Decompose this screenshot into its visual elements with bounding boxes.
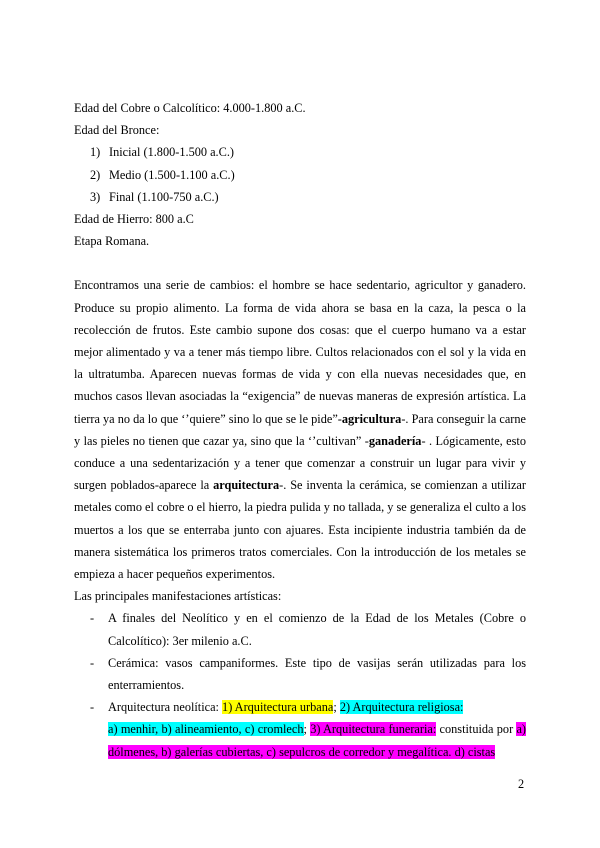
item-text: ;	[303, 722, 311, 737]
manifestacion-item	[74, 652, 526, 696]
period-bronce: Edad del Bronce:	[74, 123, 160, 138]
paragraph-text: -. Para conseguir la carne y las pieles no tienen que cazar ya, sino que la ‘’cultivan” -	[74, 411, 526, 448]
manifestacion-item	[74, 696, 526, 763]
manifestaciones-heading: Las principales manifestaciones artísticas:	[74, 589, 282, 604]
bold-term-ganaderia: ganadería	[368, 433, 422, 448]
item-text: ;	[333, 700, 340, 715]
item-text: constituida por	[436, 722, 517, 737]
manifestacion-item	[74, 607, 526, 651]
dash-bullet: -	[90, 700, 95, 715]
phase-number: 1)	[90, 145, 101, 160]
page-content	[74, 97, 526, 763]
item-text: Arquitectura neolítica:	[108, 700, 223, 715]
dash-bullet: -	[90, 611, 95, 626]
highlight-funeraria: 3) Arquitectura funeraria:	[310, 722, 437, 737]
bronce-phase-item	[74, 186, 526, 208]
phase-text: Medio (1.500-1.100 a.C.)	[109, 167, 235, 182]
manifestaciones-list	[74, 607, 526, 762]
bronce-phase-item	[74, 164, 526, 186]
blank-line	[74, 252, 526, 274]
paragraph-text: -. Se inventa la cerámica, se comienzan a utilizar metales como el cobre o el hierro, la piedra pulida y no tallada, y se generaliza el culto a los muertos a los que se enterraba junto con ajuares. Esta incipiente industria también da de manera sistemática los primeros tratos comerciales. Con la introducción de los metales se empieza a hacer pequeños experimentos.	[74, 478, 526, 582]
phase-text: Inicial (1.800-1.500 a.C.)	[109, 145, 234, 160]
highlight-funeraria-types: a) dólmenes, b) galerías cubiertas, c) sepulcros de corredor y megalítica. d) cistas	[108, 722, 527, 759]
phase-number: 3)	[90, 189, 101, 204]
paragraph-text: - . Lógicamente, esto conduce a una sedentarización y a tener que comenzar a construir un lugar para vivir y surgen poblados-aparece la	[74, 433, 526, 493]
page-number: 2	[518, 777, 525, 791]
bronce-phase-item	[74, 141, 526, 163]
period-cobre: Edad del Cobre o Calcolítico: 4.000-1.800 a.C.	[74, 101, 306, 115]
highlight-religiosa-types: a) menhir, b) alineamiento, c) cromlech	[108, 722, 304, 737]
paragraph-text: Encontramos una serie de cambios: el hombre se hace sedentario, agricultor y ganadero. Produce su propio alimento. La forma de vida ahora se basa en la caza, la pesca o la recolección de frutos. Este cambio supone dos cosas: que el cuerpo humano va a estar mejor alimentado y va a tener más tiempo libre. Cultos relacionados con el sol y la vida en la ultratumba. Aparecen nuevas formas de vida y con ella nuevas necesidades que, en muchos casos llevan asociadas la “exigencia” de nuevas maneras de expresión artística. La tierra ya no da lo que ‘’quiere” sino lo que se le pide”-	[74, 278, 526, 426]
phase-number: 2)	[90, 167, 101, 182]
highlight-urbana: 1) Arquitectura urbana	[222, 700, 334, 715]
body-paragraph	[74, 274, 526, 585]
phase-text: Final (1.100-750 a.C.)	[109, 189, 219, 204]
period-hierro: Edad de Hierro: 800 a.C	[74, 212, 194, 227]
bold-term-agricultura: agricultura	[341, 411, 402, 426]
period-romana: Etapa Romana.	[74, 234, 150, 249]
bold-term-arquitectura: arquitectura	[213, 478, 280, 493]
item-text: A finales del Neolítico y en el comienzo de la Edad de los Metales (Cobre o Calcolítico): 3er milenio a.C.	[108, 611, 526, 648]
highlight-religiosa: 2) Arquitectura religiosa:	[339, 700, 464, 715]
dash-bullet: -	[90, 655, 95, 670]
bronce-phase-list	[74, 141, 526, 208]
item-text: Cerámica: vasos campaniformes. Este tipo de vasijas serán utilizadas para los enterramientos.	[108, 655, 526, 693]
